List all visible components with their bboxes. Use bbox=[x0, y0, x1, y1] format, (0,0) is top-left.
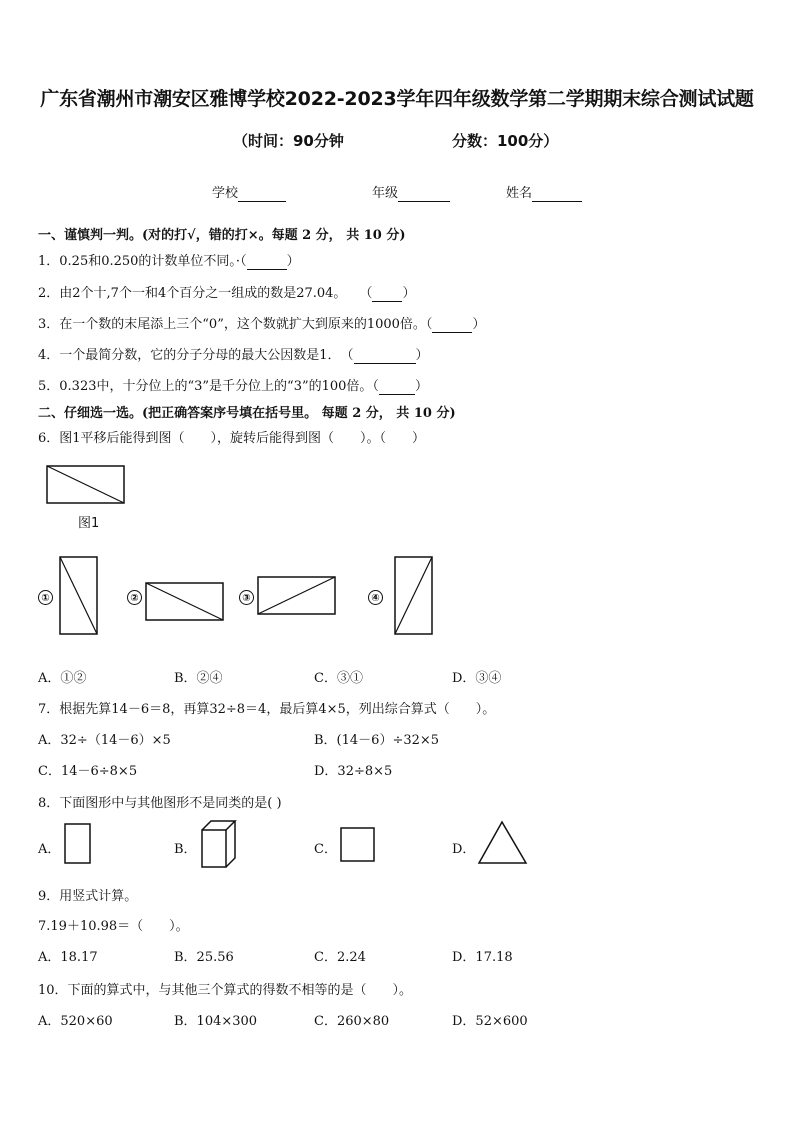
question-3-text: 3．在一个数的末尾添上三个“0”，这个数就扩大到原来的1000倍。（ bbox=[38, 317, 433, 332]
q8-option-b[interactable]: B． bbox=[174, 842, 197, 857]
question-9-expression: 7.19＋10.98＝（ ）。 bbox=[38, 919, 189, 934]
question-2 bbox=[38, 282, 415, 302]
q8-square-shape bbox=[340, 827, 376, 863]
q8-triangle-shape bbox=[478, 821, 528, 865]
q10-option-d[interactable]: D．52×600 bbox=[452, 1014, 528, 1029]
shape-label-2: ② bbox=[127, 590, 142, 605]
answer-blank-3[interactable] bbox=[432, 317, 472, 333]
name-blank bbox=[532, 186, 582, 202]
name-label: 姓名 bbox=[506, 186, 533, 201]
question-3 bbox=[38, 313, 485, 333]
school-field bbox=[212, 182, 286, 202]
q7-option-c[interactable]: C．14－6÷8×5 bbox=[38, 764, 138, 779]
answer-blank-4[interactable] bbox=[354, 348, 416, 364]
grade-field bbox=[372, 182, 450, 202]
exam-time: （时间：90分钟 bbox=[233, 132, 344, 150]
answer-blank-2[interactable] bbox=[372, 286, 402, 302]
q6-option-c[interactable]: C．③① bbox=[314, 671, 363, 686]
question-6-stem: 6．图1平移后能得到图（ ），旋转后能得到图（ ）。（ ） bbox=[38, 431, 426, 446]
exam-score: 分数：100分） bbox=[452, 132, 559, 150]
shape-label-3: ③ bbox=[239, 590, 254, 605]
q9-option-b[interactable]: B．25.56 bbox=[174, 950, 234, 965]
q9-option-d[interactable]: D．17.18 bbox=[452, 950, 513, 965]
grade-label: 年级 bbox=[372, 186, 399, 201]
question-7-stem: 7．根据先算14－6＝8，再算32÷8＝4，最后算4×5，列出综合算式（ ）。 bbox=[38, 702, 496, 717]
question-5-text: 5．0.323中，十分位上的“3”是千分位上的“3”的100倍。（ bbox=[38, 379, 379, 394]
page-title: 广东省潮州市潮安区雅博学校2022-2023学年四年级数学第二学期期末综合测试试题 bbox=[40, 88, 754, 110]
q6-option-d[interactable]: D．③④ bbox=[452, 671, 502, 686]
shape-4-vertical-rect bbox=[394, 556, 434, 636]
question-1-close: ） bbox=[286, 254, 300, 269]
school-blank bbox=[238, 186, 286, 202]
question-8-stem: 8．下面图形中与其他图形不是同类的是( ) bbox=[38, 796, 282, 811]
answer-blank-1[interactable] bbox=[247, 254, 287, 270]
q9-option-c[interactable]: C．2.24 bbox=[314, 950, 366, 965]
q10-option-a[interactable]: A．520×60 bbox=[38, 1014, 113, 1029]
section2-heading: 二、仔细选一选。(把正确答案序号填在括号里。 每题 2 分， 共 10 分) bbox=[38, 406, 456, 421]
grade-blank bbox=[398, 186, 450, 202]
q8-option-c[interactable]: C． bbox=[314, 842, 337, 857]
question-2-close: ） bbox=[402, 286, 416, 301]
shape-label-1: ① bbox=[38, 590, 53, 605]
question-3-close: ） bbox=[472, 317, 486, 332]
answer-blank-5[interactable] bbox=[379, 379, 415, 395]
question-5-close: ） bbox=[414, 379, 428, 394]
q7-option-b[interactable]: B．(14－6）÷32×5 bbox=[314, 733, 440, 748]
shape-2-horizontal-rect bbox=[145, 582, 225, 622]
school-label: 学校 bbox=[212, 186, 239, 201]
figure-1-caption: 图1 bbox=[78, 516, 100, 531]
question-9-stem: 9．用竖式计算。 bbox=[38, 889, 138, 904]
name-field bbox=[506, 182, 582, 202]
q10-option-b[interactable]: B．104×300 bbox=[174, 1014, 258, 1029]
q8-option-d[interactable]: D． bbox=[452, 842, 476, 857]
question-4-text: 4．一个最简分数，它的分子分母的最大公因数是1． （ bbox=[38, 348, 354, 363]
question-1-text: 1．0.25和0.250的计数单位不同。·（ bbox=[38, 254, 247, 269]
q9-option-a[interactable]: A．18.17 bbox=[38, 950, 98, 965]
shape-3-horizontal-rect bbox=[257, 576, 337, 616]
question-5 bbox=[38, 375, 428, 395]
section1-heading: 一、谨慎判一判。(对的打√，错的打×。每题 2 分， 共 10 分) bbox=[38, 228, 406, 243]
question-4 bbox=[38, 344, 429, 364]
q8-option-a[interactable]: A． bbox=[38, 842, 61, 857]
figure-1-rectangle bbox=[46, 465, 126, 505]
q10-option-c[interactable]: C．260×80 bbox=[314, 1014, 390, 1029]
question-2-text: 2．由2个十,7个一和4个百分之一组成的数是27.04。 （ bbox=[38, 286, 373, 301]
q8-rectangle-shape bbox=[64, 823, 92, 865]
q7-option-d[interactable]: D．32÷8×5 bbox=[314, 764, 393, 779]
q8-cuboid-shape bbox=[201, 820, 237, 870]
q6-option-a[interactable]: A．①② bbox=[38, 671, 87, 686]
question-10-stem: 10．下面的算式中，与其他三个算式的得数不相等的是（ ）。 bbox=[38, 983, 413, 998]
question-4-close: ） bbox=[415, 348, 429, 363]
shape-label-4: ④ bbox=[368, 590, 383, 605]
q6-option-b[interactable]: B．②④ bbox=[174, 671, 223, 686]
question-1 bbox=[38, 250, 300, 270]
q7-option-a[interactable]: A．32÷（14－6）×5 bbox=[38, 733, 171, 748]
shape-1-vertical-rect bbox=[59, 556, 99, 636]
